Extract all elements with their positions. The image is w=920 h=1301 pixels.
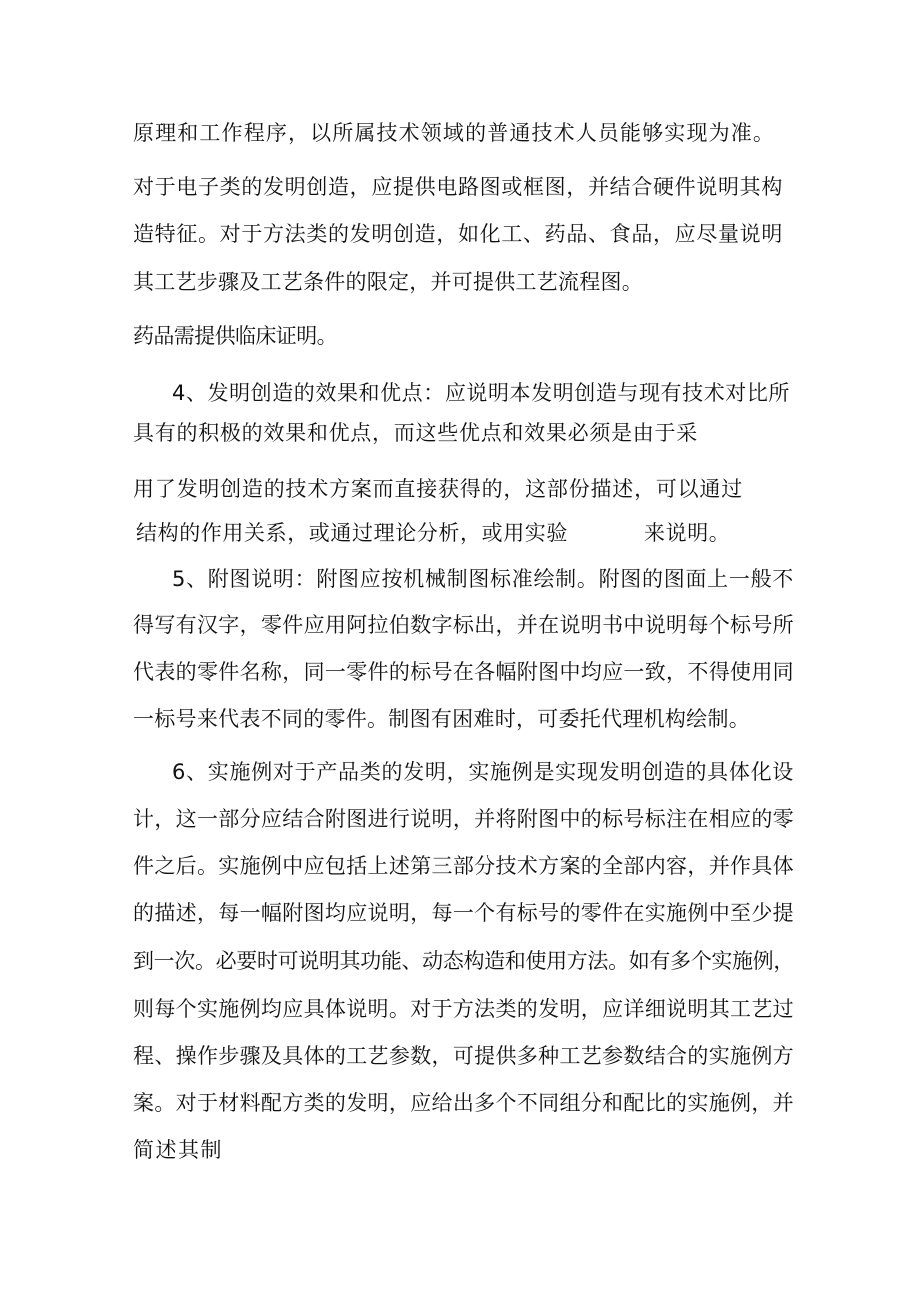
text-line-8: 用了发明创造的技术方案而直接获得的，这部份描述，可以通过 (133, 477, 743, 501)
text-line-15: 计，这一部分应结合附图进行说明，并将附图中的标号标注在相应的零 (133, 807, 794, 831)
text-line-10: 5、附图说明：附图应按机械制图标准绘制。附图的图面上一般不 (172, 567, 794, 591)
text-line-11: 得写有汉字，零件应用阿拉伯数字标出，并在说明书中说明每个标号所 (133, 613, 794, 637)
text-line-2: 对于电子类的发明创造，应提供电路图或框图，并结合硬件说明其构 (133, 175, 783, 199)
text-line-9-end: 来说明。 (644, 521, 731, 545)
text-line-14: 6、实施例对于产品类的发明，实施例是实现发明创造的具体化设 (172, 760, 794, 784)
text-line-9 (136, 518, 730, 548)
text-line-5: 药品需提供临床证明。 (133, 324, 337, 348)
text-line-7: 具有的积极的效果和优点，而这些优点和效果必须是由于采 (133, 421, 698, 445)
text-line-20: 程、操作步骤及具体的工艺参数，可提供多种工艺参数结合的实施例方 (133, 1044, 794, 1068)
text-line-18: 到一次。必要时可说明其功能、动态构造和使用方法。如有多个实施例， (133, 949, 794, 973)
text-line-12: 代表的零件名称，同一零件的标号在各幅附图中均应一致，不得使用同 (133, 660, 794, 684)
text-line-21: 案。对于材料配方类的发明，应给出多个不同组分和配比的实施例，并 (133, 1091, 794, 1115)
text-line-4: 其工艺步骤及工艺条件的限定，并可提供工艺流程图。 (133, 270, 643, 294)
text-line-22: 简述其制 (133, 1138, 223, 1162)
text-line-1: 原理和工作程序，以所属技术领域的普通技术人员能够实现为准。 (133, 121, 775, 145)
text-line-16: 件之后。实施例中应包括上述第三部分技术方案的全部内容，并作具体 (133, 854, 794, 878)
text-line-19: 则每个实施例均应具体说明。对于方法类的发明，应详细说明其工艺过 (133, 997, 794, 1021)
text-line-17: 的描述，每一幅附图均应说明，每一个有标号的零件在实施例中至少提 (133, 901, 794, 925)
text-line-6: 4、发明创造的效果和优点：应说明本发明创造与现有技术对比所 (172, 381, 790, 405)
text-line-13: 一标号来代表不同的零件。制图有困难时，可委托代理机构绘制。 (133, 707, 750, 731)
text-line-3: 造特征。对于方法类的发明创造，如化工、药品、食品，应尽量说明 (133, 222, 783, 246)
text-line-9-start: 结构的作用关系，或通过理论分析，或用实验 (136, 521, 568, 545)
